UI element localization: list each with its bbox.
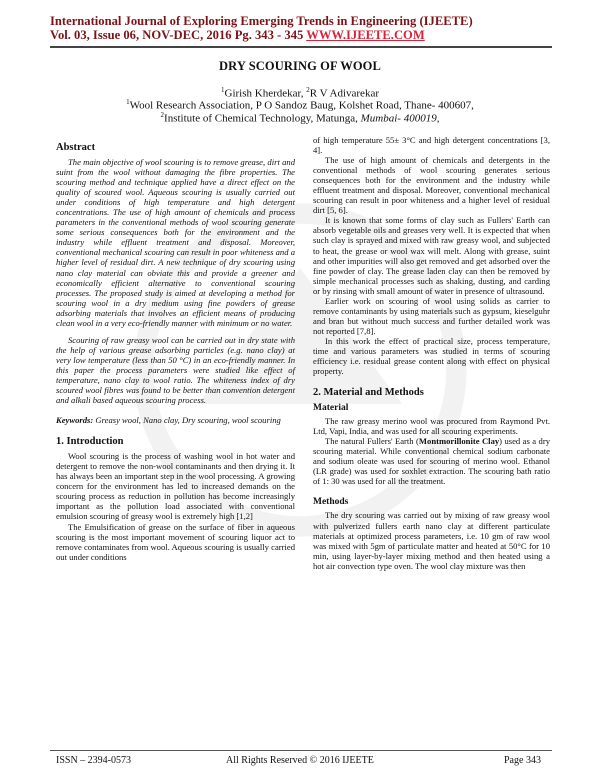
- footer-rights: All Rights Reserved © 2016 IJEETE: [226, 755, 374, 766]
- author1-sup: 1: [221, 86, 225, 94]
- intro-paragraph-6: In this work the effect of practical size, process temperature, time and various parameters was studied in terms of scouring efficiency i.e. residual grease content along with effect on physical property.: [313, 335, 550, 377]
- material-text-c: ) used as a dry scouring material. While conventional chemical sodium carbonate and sodium oleate was used for scouring of merino wool. Ethanol (LR grade) was used for soxhlet extraction. The scouring bath ratio of 1: 30 was used for all the treatment.: [313, 436, 550, 487]
- intro-paragraph-2: The Emulsification of grease on the surface of fiber in aqueous scouring is the most important movement of scouring liquor act to remove contaminates from wool. Aqueous scouring is usually carried out under conditions: [56, 521, 295, 562]
- author2-sup: 2: [306, 86, 310, 94]
- affil2-sup: 2: [160, 111, 165, 119]
- footer-divider: [50, 750, 552, 751]
- abstract-paragraph-1: The main objective of wool scouring is to remove grease, dirt and suint from the wool without damaging the fibre properties. The scouring method and technique applied have a direct effect on the quality of scoured wool. Aqueous scouring is usually carried out under conditions of high temperature and high detergent concentrations. The use of high amount of chemicals and process parameters in the conventional methods of wool scouring generate some serious consequences both for the environment and the industry while effluent treatment and disposal. Moreover, conventional mechanical scouring can result in poor whiteness and a higher level of residual dirt. A new technique of dry scouring using nano clay material can obviate this and provide a greener and economically efficient alternative to conventional scouring processes. The proposed study is aimed at developing a method for scouring wool in a dry medium using fine powders of grease adsorbing materials that involves an efficient means of producing clean wool in a very eco-friendly manner with minimum or no water.: [56, 157, 295, 328]
- keywords: [56, 415, 295, 425]
- footer-page-number: Page 343: [504, 755, 541, 766]
- affil2-city: Mumbai- 400019,: [360, 112, 440, 125]
- material-heading: Material: [313, 403, 349, 414]
- affiliation-2: [0, 111, 600, 125]
- affil1-text: Wool Research Association, P O Sandoz Baug, Kolshet Road, Thane- 400607,: [129, 99, 474, 112]
- keywords-label: Keywords:: [56, 415, 94, 426]
- section-2-heading: 2. Material and Methods: [313, 387, 424, 399]
- left-column: [56, 141, 295, 562]
- affil1-sup: 1: [126, 98, 130, 106]
- affiliation-1: [0, 98, 600, 112]
- author2: R V Adivarekar: [309, 87, 379, 100]
- right-column: [313, 135, 550, 571]
- methods-paragraph-1: The dry scouring was carried out by mixing of raw greasy wool with pulverized fullers earth nano clay at different particulate materials at optimized process parameters, i.e. 10 gm of raw wool was mixed with 5gm of particulate matter and heated at 50°C for 10 min, using layer-by-layer mixing method and then heated using a hot air convection type oven. The wool clay mixture was then: [313, 510, 550, 571]
- journal-url-link[interactable]: WWW.IJEETE.COM: [306, 28, 425, 42]
- clay-name: Montmorillonite Clay: [418, 436, 500, 447]
- abstract-paragraph-2: Scouring of raw greasy wool can be carried out in dry state with the help of various grease adsorbing particles (e.g. nano clay) at very low temperature (less than 50 °C) in an eco-friendly manner. In this paper the process parameters were studied like effect of temperature, nano clay to wool ratio. The whiteness index of dry scoured wool fibres was found to be better than convention detergent and alkali based aqueous scouring process.: [56, 334, 295, 406]
- author1: Girish Kherdekar,: [224, 87, 304, 100]
- material-text-a: The natural Fullers' Earth (: [325, 436, 419, 447]
- intro-continuation: of high temperature 55± 3°C and high detergent concentrations [3, 4].: [313, 135, 550, 156]
- intro-paragraph-1: Wool scouring is the process of washing wool in hot water and detergent to remove the non-wool contaminants and then drying it. It has always been an important step in the wool processing. A growing concern for the environment has led to increased demands on the scouring process as reduction in pollution has become increasingly important as the pollution load associated with conventional emulsion scouring of greasy wool is extremely high [1,2]: [56, 451, 295, 522]
- material-paragraph-1: The raw greasy merino wool was procured from Raymond Pvt. Ltd, Vapi, India, and was used for all scouring experiments.: [313, 416, 550, 437]
- methods-heading: Methods: [313, 497, 349, 508]
- affil2-text: Institute of Chemical Technology, Matunga,: [164, 112, 361, 125]
- header-divider: [50, 46, 552, 48]
- intro-paragraph-3: The use of high amount of chemicals and detergents in the conventional methods of wool scouring generates serious consequences both for the environment and the industry while effluent treatment and disposal. Moreover, conventional mechanical scouring can result in poor whiteness and a higher level of residual dirt [5, 6].: [313, 155, 550, 216]
- introduction-heading: 1. Introduction: [56, 436, 124, 448]
- material-paragraph-2: [313, 436, 550, 486]
- journal-volume: [50, 28, 570, 42]
- intro-paragraph-5: Earlier work on scouring of wool using solids as carrier to remove contaminants by using materials such as gypsum, kieselguhr and bran but without much success and further detailed work was not reported [7,8].: [313, 295, 550, 336]
- volume-info: Vol. 03, Issue 06, NOV-DEC, 2016 Pg. 343 - 345: [50, 28, 304, 42]
- paper-title: DRY SCOURING OF WOOL: [219, 59, 381, 73]
- journal-name: International Journal of Exploring Emerging Trends in Engineering (IJEETE): [50, 14, 473, 28]
- journal-header: [50, 14, 570, 42]
- abstract-heading: Abstract: [56, 142, 96, 153]
- keywords-text: Greasy wool, Nano clay, Dry scouring, wool scouring: [95, 415, 281, 426]
- footer-issn: ISSN – 2394-0573: [56, 755, 132, 766]
- intro-paragraph-4: It is known that some forms of clay such as Fullers' Earth can absorb vegetable oils and greases very well. It is expected that when such clay is sprayed and mixed with raw greasy wool, and subjected to heat, the grease or wool wax will melt. Along with grease, suint and other impurities will also get removed and get adsorbed over the fine powder of clay. The grease laden clay can then be removed by simple mechanical processes such as shaking, dusting, and carding or by rinsing with small amount of water in presence of ultrasound.: [313, 215, 550, 296]
